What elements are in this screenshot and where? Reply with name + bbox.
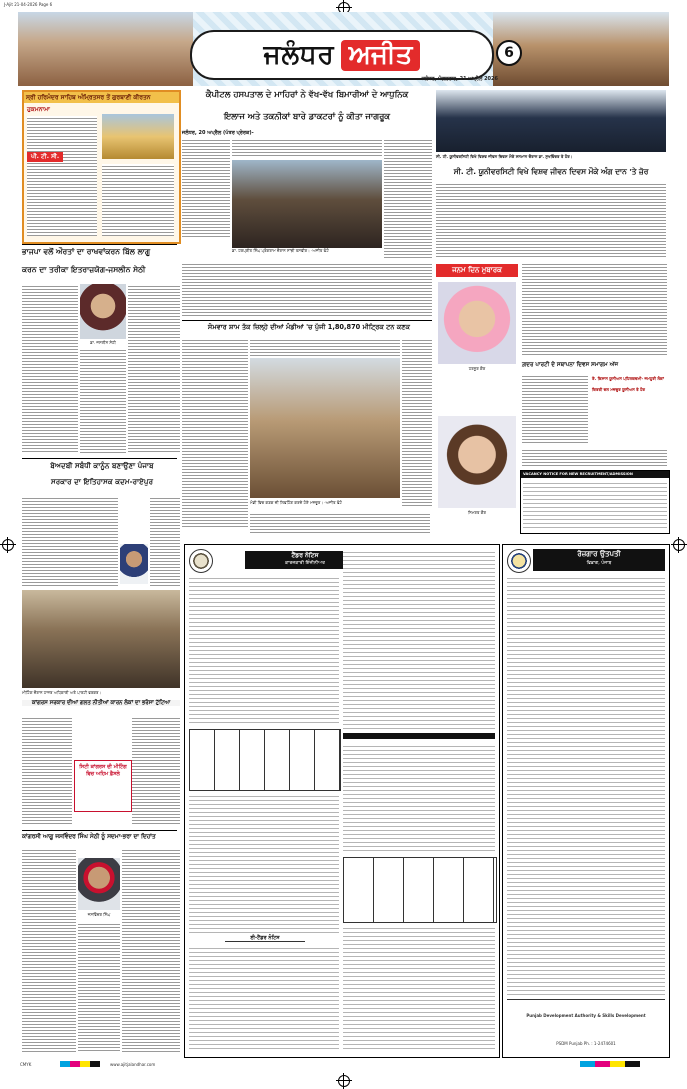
tender-body-col2c	[343, 925, 495, 1051]
birthday-box	[436, 264, 518, 548]
ptc-label: ਪੀ. ਟੀ. ਸੀ.	[27, 152, 63, 162]
birthday-photo-1	[438, 282, 516, 364]
left-story-4-headline: ਕਾਂਗਰਸੀ ਆਗੂ ਜਸਵਿੰਦਰ ਸਿੰਘ ਸੇਠੀ ਨੂੰ ਸਦਮਾ-ਭਰਾ ਦਾ ਦਿਹਾਂਤ	[22, 834, 156, 840]
top-left-box-subtitle: ਹੁਕਮਨਾਮਾ	[27, 106, 50, 113]
divider-left-3	[22, 830, 177, 831]
divider-middle-1	[182, 320, 432, 321]
left-story-2-headline-1: ਭਾਜਪਾ ਵਲੋਂ ਔਰਤਾਂ ਦਾ ਰਾਖਵਾਂਕਰਨ ਬਿੱਲ ਲਾਗੂ	[22, 247, 151, 256]
jaswinder-singh-portrait	[78, 858, 120, 910]
gadar-text	[522, 374, 588, 444]
color-bar-right	[580, 1061, 640, 1067]
tender-body-col2b	[343, 743, 495, 853]
employment-ad-body	[507, 575, 665, 995]
main-headline-2: ਇਲਾਜ ਅਤੇ ਤਕਨੀਕਾਂ ਬਾਰੇ ਡਾਕਟਰਾਂ ਨੂੰ ਕੀਤਾ ਜਾਗਰੂਕ	[223, 111, 390, 121]
right-column-text-upper	[522, 262, 667, 357]
color-bar-left	[60, 1061, 100, 1067]
vacancy-notice	[520, 470, 670, 534]
top-left-box-text-2	[102, 164, 174, 236]
divider-left-1	[22, 244, 177, 245]
middle-text-upper	[182, 262, 432, 318]
left-story-4-text-col3	[122, 848, 180, 1053]
main-story-text-col1	[182, 138, 230, 238]
main-story-photo-caption: ਡਾ. ਹਰਪ੍ਰੀਤ ਸਿੰਘ ਪ੍ਰੋਗਰਾਮ ਦੌਰਾਨ ਸਾਂਝੀ ਤਸਵੀਰ। -ਅਜੀਤ ਫੋਟੋ	[232, 248, 329, 253]
masthead-date: ਜਲੰਧਰ, ਮੰਗਲਵਾਰ, 21 ਅਪ੍ਰੈਲ 2026	[421, 76, 498, 82]
top-left-box-text	[27, 116, 97, 236]
employment-ad-footer-1: Punjab Development Authority & Skills Development	[526, 1013, 646, 1018]
birthday-photo-2	[438, 416, 516, 508]
registration-mark-left	[2, 539, 14, 551]
tender-bar-dark	[343, 733, 495, 739]
left-story-4-text	[22, 848, 76, 1053]
tender-body-col1	[189, 575, 339, 725]
left-story-2-text-col2	[80, 348, 126, 454]
page-number: 6	[504, 45, 514, 61]
birthday-title: ਜਨਮ ਦਿਨ ਮੁਬਾਰਕ	[436, 264, 518, 277]
birthday-caption-2: ਨਿਮਰਤ ਕੌਰ	[468, 510, 486, 515]
right-photo-caption: ਸੀ. ਟੀ. ਯੂਨੀਵਰਸਿਟੀ ਵਿਖੇ ਵਿਸ਼ਵ ਜੀਵਨ ਦਿਵਸ ਮੌਕੇ ਸਨਮਾਨ ਦੌਰਾਨ ਡਾ. ਸੁਖਵਿੰਦਰ ਤੇ ਹੋਰ।	[436, 154, 573, 159]
printer-slug: J-Ajit 21-04-2026 Page 6	[4, 2, 53, 7]
left-story-3-text-col3	[22, 716, 72, 826]
birthday-caption-1: ਹਰਨੂਰ ਕੌਰ	[468, 366, 486, 371]
footer-center: www.ajitjalandhar.com	[110, 1062, 156, 1067]
main-story-group-photo	[232, 160, 382, 248]
tender-section-title: ਈ-ਟੈਂਡਰ ਨੋਟਿਸ	[225, 935, 305, 942]
employment-ad-logo	[507, 549, 531, 573]
left-story-2-text-col3	[128, 284, 180, 454]
tender-table	[189, 729, 341, 791]
right-story-text	[436, 182, 666, 258]
left-story-3-text-col4	[132, 716, 180, 826]
meeting-photo	[22, 590, 180, 688]
middle-headline: ਸੋਮਵਾਰ ਸ਼ਾਮ ਤੱਕ ਜ਼ਿਲ੍ਹੇ ਦੀਆਂ ਮੰਡੀਆਂ 'ਚ ਪੁੱਜੀ 1,80,870 ਮੀਟ੍ਰਿਕ ਟਨ ਕਣਕ	[207, 323, 411, 331]
middle-text-col1	[182, 338, 248, 528]
footer-left: CMYK	[20, 1062, 32, 1067]
gadar-text-2	[522, 448, 667, 468]
raipur-portrait	[120, 544, 148, 584]
top-left-box-title: ਸ੍ਰੀ ਹਰਿਮੰਦਰ ਸਾਹਿਬ ਅੰਮ੍ਰਿਤਸਰ ਤੋਂ ਗੁਰਬਾਣੀ ਕੀਰਤਨ	[24, 92, 179, 103]
registration-mark-bottom	[338, 1075, 350, 1087]
tender-body-col1c	[189, 945, 339, 1051]
quote-box	[74, 760, 132, 812]
note-headline: ਕਾਂਗਰਸ ਸਰਕਾਰ ਦੀਆਂ ਗਲਤ ਨੀਤੀਆਂ ਕਾਰਨ ਲੋਕਾਂ ਦਾ ਭਰੋਸਾ ਟੁੱਟਿਆ	[22, 700, 180, 706]
vacancy-notice-body	[523, 480, 667, 530]
vacancy-notice-header: VACANCY NOTICE FOR NEW RECRUITMENT/ADMISSION	[521, 471, 669, 478]
employment-ad	[502, 544, 670, 1058]
tender-body-col1b	[189, 793, 339, 933]
cut-university-photo	[436, 90, 666, 152]
employment-ad-sub: ਵਿਭਾਗ, ਪੰਜਾਬ	[586, 561, 612, 566]
left-story-2-text-col1	[22, 284, 78, 454]
jaslin-sethi-caption: ਡਾ. ਜਸਲੀਨ ਸੇਠੀ	[90, 340, 116, 345]
employment-ad-footer-rule	[507, 999, 665, 1000]
wheat-market-photo	[250, 358, 400, 498]
masthead-title-left: ਜਲੰਧਰ	[263, 39, 335, 70]
main-story-dateline: ਜਲੰਧਰ, 20 ਅਪ੍ਰੈਲ (ਪੱਤਰ ਪ੍ਰੇਰਕ)-	[182, 130, 254, 136]
employment-ad-title-bar	[533, 549, 665, 571]
left-story-3-text	[22, 496, 118, 586]
wheat-photo-caption: ਮੰਡੀ ਵਿਚ ਕਣਕ ਦੀ ਲਿਫਟਿੰਗ ਕਰਦੇ ਹੋਏ ਮਜ਼ਦੂਰ। -ਅਜੀਤ ਫੋਟੋ	[250, 500, 342, 505]
tender-sub: ਕਾਰਜਕਾਰੀ ਇੰਜੀਨੀਅਰ	[285, 561, 325, 566]
employment-ad-title: ਰੋਜ਼ਗਾਰ ਉਤਪਤੀ	[577, 550, 621, 558]
divider-left-2	[22, 458, 177, 459]
masthead-photo-left	[18, 12, 193, 86]
left-story-3-headline-1: ਬੇਅਦਬੀ ਸਬੰਧੀ ਕਾਨੂੰਨ ਬਣਾਉਣਾ ਪੰਜਾਬ	[50, 461, 154, 470]
main-story-text-col2	[232, 138, 382, 158]
tender-title: ਟੈਂਡਰ ਨੋਟਿਸ	[291, 552, 319, 559]
gadar-item-1: ਏ. ਕਿਸਾਨ ਯੂਨੀਅਨ ਪਹਿਲਕਦਮੀ- ਜਮਹੂਰੀ ਲੋਕਾਂ	[592, 376, 664, 381]
left-story-2-headline-2: ਕਰਨ ਦਾ ਤਰੀਕਾ ਇਤਰਾਜ਼ਯੋਗ-ਜਸਲੀਨ ਸੇਠੀ	[22, 265, 146, 274]
employment-ad-footer-2: PSDM Punjab Ph. : 1-2474601	[556, 1041, 616, 1046]
golden-temple-photo	[102, 114, 174, 159]
left-story-3-text-col2	[150, 496, 180, 586]
quote-box-text: ਸਿਟੀ ਕਾਂਗਰਸ ਦੀ ਮੀਟਿੰਗ ਵਿਚ ਅਹਿਮ ਫ਼ੈਸਲੇ	[79, 764, 127, 777]
left-story-3-headline-2: ਸਰਕਾਰ ਦਾ ਇਤਿਹਾਸਕ ਕਦਮ-ਰਾਏਪੁਰ	[50, 477, 154, 486]
main-headline-1: ਕੈਪੀਟਲ ਹਸਪਤਾਲ ਦੇ ਮਾਹਿਰਾਂ ਨੇ ਵੱਖ-ਵੱਖ ਬਿਮਾਰੀਆਂ ਦੇ ਆਧੁਨਿਕ	[205, 89, 409, 99]
main-story-text-col3	[384, 138, 432, 258]
tender-notice	[184, 544, 500, 1058]
masthead-banner	[190, 30, 494, 80]
tender-body-col2	[343, 549, 495, 729]
tender-table-2	[343, 857, 497, 923]
middle-text-col3	[250, 512, 430, 534]
middle-text-col4	[402, 338, 432, 508]
registration-mark-right	[673, 539, 685, 551]
right-headline: ਸੀ. ਟੀ. ਯੂਨੀਵਰਸਿਟੀ ਵਿਖੇ ਵਿਸ਼ਵ ਜੀਵਨ ਦਿਵਸ ਮੌਕੇ ਅੰਗ ਦਾਨ 'ਤੇ ਜ਼ੋਰ	[453, 167, 649, 176]
tender-emblem	[189, 549, 213, 573]
left-story-4-text-col2	[78, 922, 120, 1053]
masthead-title-right: ਅਜੀਤ	[341, 40, 421, 71]
meeting-caption: ਮੀਟਿੰਗ ਦੌਰਾਨ ਹਾਜ਼ਰ ਅਧਿਕਾਰੀ ਅਤੇ ਪਾਰਟੀ ਵਰਕਰ।	[22, 690, 102, 695]
jaswinder-singh-caption: ਜਸਵਿੰਦਰ ਸਿੰਘ	[87, 912, 111, 917]
gadar-item-2: ਕਿਰਤੀ ਦਲ ਮਜ਼ਦੂਰ ਯੂਨੀਅਨ ਤੇ ਹੋਰ	[592, 387, 646, 392]
masthead	[18, 12, 669, 86]
middle-text-col2	[250, 338, 400, 356]
top-left-box	[22, 90, 181, 244]
jaslin-sethi-portrait	[80, 284, 126, 339]
gadar-headline: ਗ਼ਦਰ ਪਾਰਟੀ ਦੇ ਸਥਾਪਨਾ ਦਿਵਸ ਸਮਾਗਮ ਅੱਜ	[522, 362, 619, 368]
gadar-items	[592, 376, 667, 392]
page-number-badge	[496, 40, 522, 66]
